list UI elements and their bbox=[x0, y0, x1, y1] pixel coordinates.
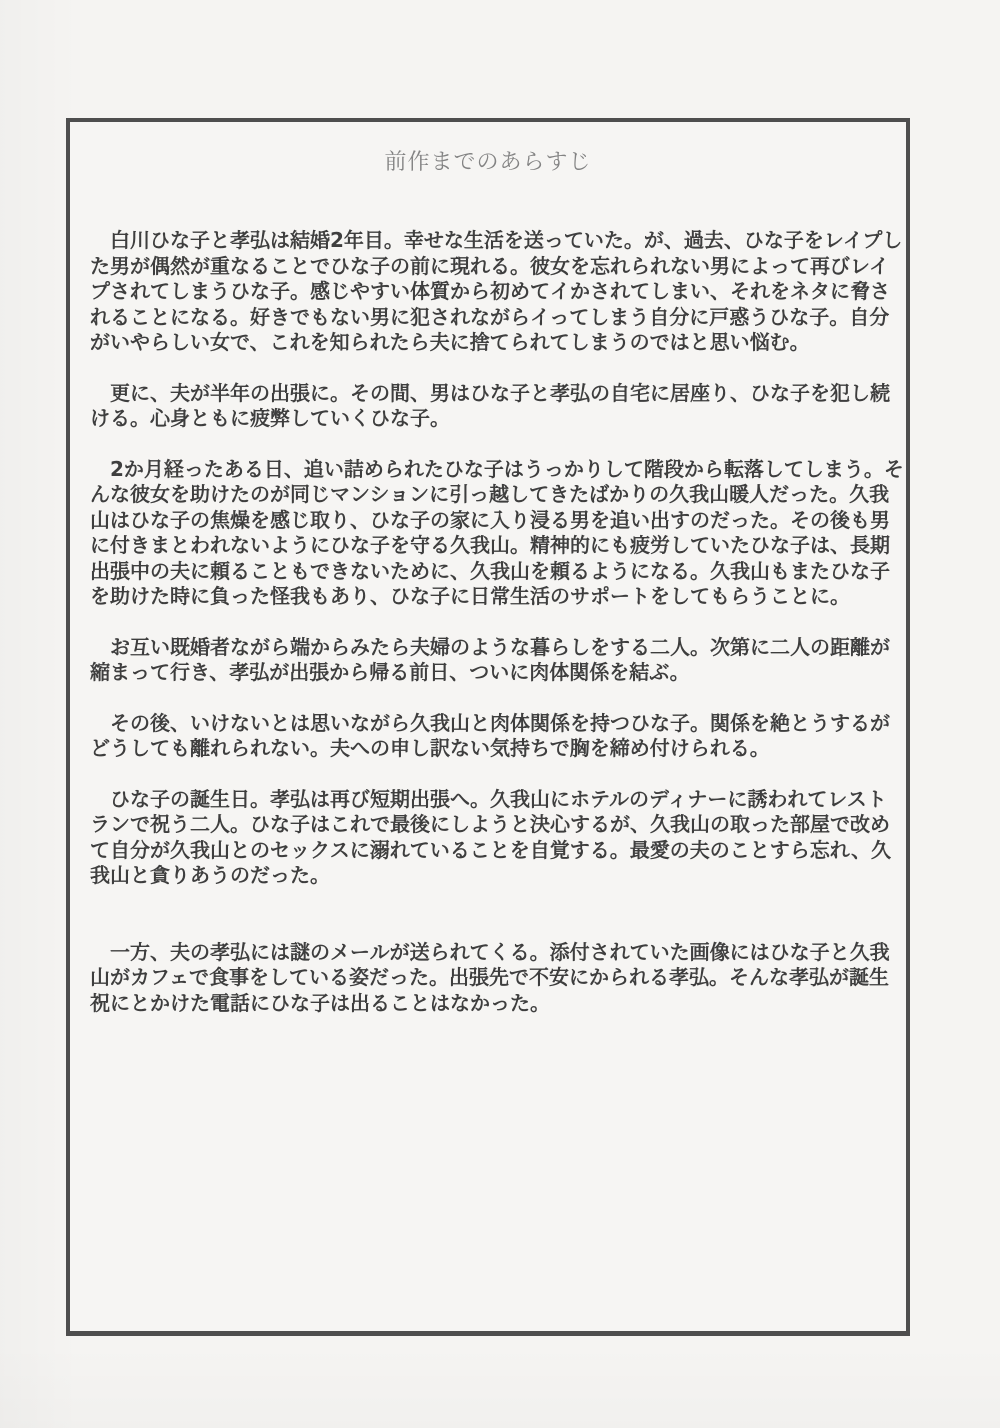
synopsis-paragraph-3: 2か月経ったある日、追い詰められたひな子はうっかりして階段から転落してしまう。そんな彼女を助けたのが同じマンションに引っ越してきたばかりの久我山暖人だった。久我山はひな子の焦燥を感じ取り、ひな子の家に入り浸る男を追い出すのだった。その後も男に付きまとわれないようにひな子を守る久我山。精神的にも疲労していたひな子は、長期出張中の夫に頼ることもできないために、久我山を頼るようになる。久我山もまたひな子を助けた時に負った怪我もあり、ひな子に日常生活のサポートをしてもらうことに。 bbox=[90, 456, 904, 608]
synopsis-paragraph-1: 白川ひな子と孝弘は結婚2年目。幸せな生活を送っていた。が、過去、ひな子をレイプした男が偶然が重なることでひな子の前に現れる。彼女を忘れられない男によって再びレイプされてしまうひな子。感じやすい体質から初めてイかされてしまい、それをネタに脅されることになる。好きでもない男に犯されながらイってしまう自分に戸惑うひな子。自分がいやらしい女で、これを知られたら夫に捨てられてしまうのではと思い悩む。 bbox=[90, 228, 903, 354]
synopsis-paragraph-4: お互い既婚者ながら端からみたら夫婦のような暮らしをする二人。次第に二人の距離が縮まって行き、孝弘が出張から帰る前日、ついに肉体関係を結ぶ。 bbox=[90, 634, 890, 684]
synopsis-paragraph-2: 更に、夫が半年の出張に。その間、男はひな子と孝弘の自宅に居座り、ひな子を犯し続ける。心身ともに疲弊していくひな子。 bbox=[90, 380, 890, 430]
page-title: 前作までのあらすじ bbox=[384, 150, 592, 175]
synopsis-paragraph-7: 一方、夫の孝弘には謎のメールが送られてくる。添付されていた画像にはひな子と久我山がカフェで食事をしている姿だった。出張先で不安にかられる孝弘。そんな孝弘が誕生祝にとかけた電話にひな子は出ることはなかった。 bbox=[90, 939, 890, 1015]
synopsis-text bbox=[70, 228, 906, 1016]
synopsis-paragraph-6: ひな子の誕生日。孝弘は再び短期出張へ。久我山にホテルのディナーに誘われてレストランで祝う二人。ひな子はこれで最後にしようと決心するが、久我山の取った部屋で改めて自分が久我山とのセックスに溺れていることを自覚する。最愛の夫のことすら忘れ、久我山と貪りあうのだった。 bbox=[90, 786, 891, 887]
synopsis-box bbox=[66, 118, 910, 1336]
synopsis-paragraph-5: その後、いけないとは思いながら久我山と肉体関係を持つひな子。関係を絶とうするがどうしても離れられない。夫への申し訳ない気持ちで胸を締め付けられる。 bbox=[90, 710, 890, 760]
